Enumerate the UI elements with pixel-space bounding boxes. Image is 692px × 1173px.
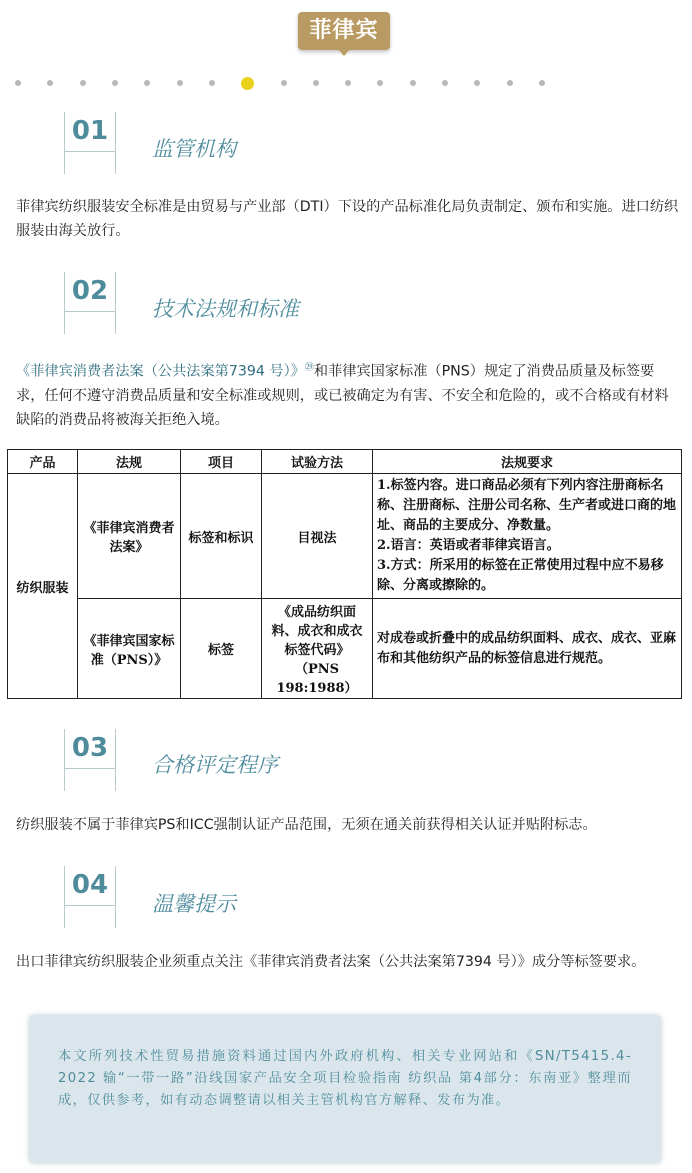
header-test-method: 试验方法 xyxy=(262,450,373,474)
section-title-tips: 温馨提示 xyxy=(152,892,236,916)
requirement-line: 2.语言：英语或者菲律宾语言。 xyxy=(377,538,560,553)
section-number-box-01 xyxy=(64,112,116,174)
pager-dot-active[interactable] xyxy=(241,77,254,90)
badge-pointer xyxy=(338,49,350,56)
pager-dots xyxy=(15,76,545,90)
pager-dot[interactable] xyxy=(177,80,183,86)
pager-dot[interactable] xyxy=(144,80,150,86)
header-item: 项目 xyxy=(181,450,262,474)
cell-method: 《成品纺织面料、成衣和成衣标签代码》（PNS 198:1988） xyxy=(262,599,373,699)
section-number: 03 xyxy=(71,733,109,763)
cell-requirement xyxy=(373,599,682,699)
section-number-box-04 xyxy=(64,866,116,928)
section-number: 04 xyxy=(71,870,109,900)
cell-requirement xyxy=(373,474,682,599)
cell-method: 目视法 xyxy=(262,474,373,599)
cell-item: 标签 xyxy=(181,599,262,699)
header-requirement: 法规要求 xyxy=(373,450,682,474)
requirement-line: 1.标签内容。进口商品必须有下列内容注册商标名称、注册商标、注册公司名称、生产者或进口商的地址、商品的主要成分、净数量。 xyxy=(377,478,677,533)
paragraph-tips: 出口菲律宾纺织服装企业须重点关注《菲律宾消费者法案（公共法案第7394 号）》成分等标签要求。 xyxy=(16,954,646,970)
pager-dot[interactable] xyxy=(410,80,416,86)
section-number: 01 xyxy=(71,116,109,146)
pager-dot[interactable] xyxy=(377,80,383,86)
cell-item: 标签和标识 xyxy=(181,474,262,599)
requirement-line: 对成卷或折叠中的成品纺织面料、成衣、成衣、亚麻布和其他纺织产品的标签信息进行规范。 xyxy=(377,630,677,666)
country-badge: 菲律宾 xyxy=(298,12,390,50)
header-product: 产品 xyxy=(8,450,78,474)
cell-product: 纺织服装 xyxy=(8,474,78,699)
requirement-line: 3.方式：所采用的标签在正常使用过程中应不易移除、分离或擦除的。 xyxy=(377,558,664,593)
section-title-standards: 技术法规和标准 xyxy=(152,297,299,321)
paragraph-regulator: 菲律宾纺织服装安全标准是由贸易与产业部（DTI）下设的产品标准化局负责制定、颁布和实施。进口纺织服装由海关放行。 xyxy=(16,199,679,239)
cell-regulation: 《菲律宾消费者法案》 xyxy=(78,474,181,599)
pager-dot[interactable] xyxy=(474,80,480,86)
pager-dot[interactable] xyxy=(209,80,215,86)
disclaimer-text: 本文所列技术性贸易措施资料通过国内外政府机构、相关专业网站和《SN/T5415.4-2022 输“一带一路”沿线国家产品安全项目检验指南 纺织品 第4部分：东南亚》整理而成，仅供参考，如有动态调整请以相关主管机构官方解释、发布为准。 xyxy=(58,1049,632,1108)
regulation-table xyxy=(7,449,682,699)
pager-dot[interactable] xyxy=(15,80,21,86)
pager-dot[interactable] xyxy=(112,80,118,86)
section-number-box-02 xyxy=(64,272,116,334)
pager-dot[interactable] xyxy=(539,80,545,86)
pager-dot[interactable] xyxy=(507,80,513,86)
pager-dot[interactable] xyxy=(80,80,86,86)
section-number: 02 xyxy=(71,276,109,306)
consumer-act-link[interactable]: 《菲律宾消费者法案（公共法案第7394 号）》 xyxy=(16,363,305,380)
table-row xyxy=(8,474,682,599)
pager-dot[interactable] xyxy=(47,80,53,86)
pager-dot[interactable] xyxy=(442,80,448,86)
section-number-box-03 xyxy=(64,729,116,791)
cell-regulation: 《菲律宾国家标准（PNS）》 xyxy=(78,599,181,699)
footnote-marker[interactable]: ㉙ xyxy=(304,363,314,373)
pager-dot[interactable] xyxy=(281,80,287,86)
paragraph-conformity: 纺织服装不属于菲律宾PS和ICC强制认证产品范围，无须在通关前获得相关认证并贴附标志。 xyxy=(16,817,597,833)
section-title-regulator: 监管机构 xyxy=(152,137,236,161)
disclaimer-box xyxy=(30,1016,660,1162)
section-title-conformity: 合格评定程序 xyxy=(152,753,278,777)
table-header-row xyxy=(8,450,682,474)
paragraph-standards xyxy=(16,356,680,432)
pager-dot[interactable] xyxy=(345,80,351,86)
paragraph-standards-text: 和菲律宾国家标准（PNS）规定了消费品质量及标签要求，任何不遵守消费品质量和安全标准或规则，或已被确定为有害、不安全和危险的，或不合格或有材料缺陷的消费品将被海关拒绝入境。 xyxy=(16,363,669,428)
pager-dot[interactable] xyxy=(313,80,319,86)
header-regulation: 法规 xyxy=(78,450,181,474)
table-row xyxy=(8,599,682,699)
